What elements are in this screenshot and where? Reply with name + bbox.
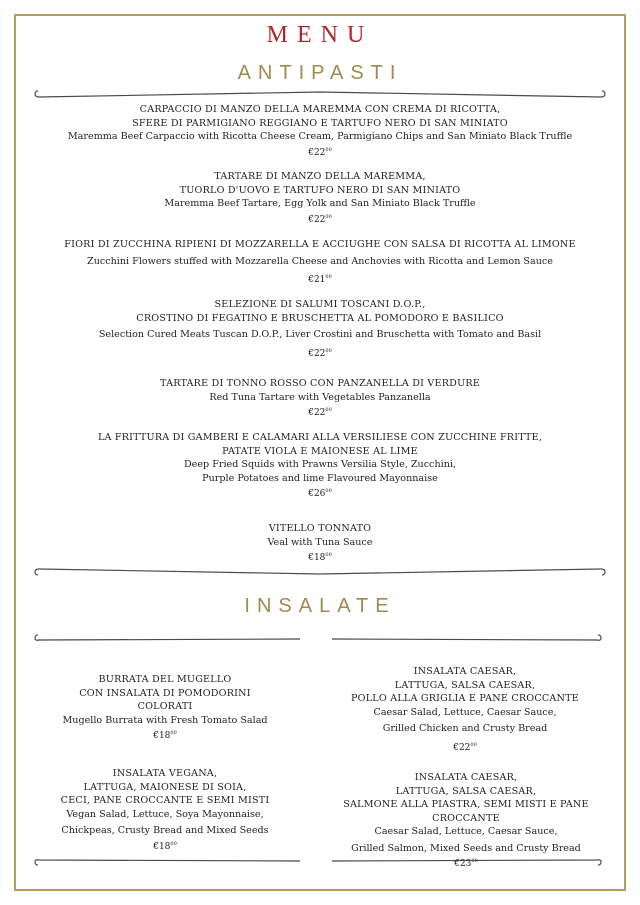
item-description-en: Maremma Beef Carpaccio with Ricotta Cheese Cream, Parmigiano Chips and San Miniato Black Truffle: [67, 131, 573, 142]
item-name-it: VITELLO TONNATO: [268, 523, 372, 534]
item-description-en: Red Tuna Tartare with Vegetables Panzanella: [209, 391, 431, 403]
item-name-it: CON INSALATA DI POMODORINI: [79, 687, 251, 699]
divider-antipasti-top: [34, 88, 606, 100]
item-name-it: POLLO ALLA GRIGLIA E PANE CROCCANTE: [351, 693, 579, 704]
item-price: $€22^{00}$: [308, 213, 332, 225]
item-price: $€22^{00}$: [453, 741, 477, 753]
item-price: $€26^{00}$: [308, 488, 332, 499]
item-price: $€18^{00}$: [153, 730, 177, 741]
item-description-en: Maremma Beef Tartare, Egg Yolk and San Miniato Black Truffle: [164, 198, 476, 209]
divider-insalate-top-right: [330, 633, 602, 643]
menu-item-frittura: [40, 431, 600, 502]
item-description-en: Caesar Salad, Lettuce, Caesar Sauce,: [374, 826, 558, 837]
item-description-en: Grilled Salmon, Mixed Seeds and Crusty Bread: [351, 842, 581, 854]
item-name-it: INSALATA CAESAR,: [414, 772, 518, 783]
item-name-it: BURRATA DEL MUGELLO: [98, 674, 232, 685]
item-name-it: TUORLO D'UOVO E TARTUFO NERO DI SAN MINIATO: [179, 184, 461, 196]
menu-item-vitello-tonnato: [40, 522, 600, 566]
item-name-it: INSALATA VEGANA,: [112, 768, 218, 779]
menu-item-tartare-tonno: [40, 377, 600, 421]
item-price: $€18^{00}$: [153, 840, 177, 852]
item-name-it: TARTARE DI TONNO ROSSO CON PANZANELLA DI VERDURE: [160, 378, 480, 389]
menu-item-tartare-manzo: [40, 170, 600, 227]
menu-item-carpaccio: [40, 103, 600, 160]
menu-item-caesar-chicken: [320, 665, 610, 755]
divider-antipasti-bottom: [34, 566, 606, 578]
item-description-en: Purple Potatoes and lime Flavoured Mayonnaise: [202, 472, 438, 484]
divider-insalate-top-left: [34, 633, 302, 643]
menu-item-fiori-zucchina: [30, 238, 610, 288]
divider-insalate-bottom-left: [34, 857, 302, 867]
menu-item-burrata: [40, 673, 290, 744]
item-name-it: CARPACCIO DI MANZO DELLA MAREMMA CON CREMA DI RICOTTA,: [139, 104, 501, 115]
item-name-it: SALMONE ALLA PIASTRA, SEMI MISTI E PANE CROCCANTE: [343, 799, 589, 824]
item-description-en: Chickpeas, Crusty Bread and Mixed Seeds: [61, 825, 269, 836]
menu-item-vegana: [40, 767, 290, 854]
item-name-it: TARTARE DI MANZO DELLA MAREMMA,: [214, 171, 426, 182]
section-title-antipasti: ANTIPASTI: [237, 62, 403, 84]
item-name-it: SFERE DI PARMIGIANO REGGIANO E TARTUFO NERO DI SAN MINIATO: [132, 117, 508, 129]
item-name-it: SELEZIONE DI SALUMI TOSCANI D.O.P.,: [214, 299, 426, 310]
item-name-it: INSALATA CAESAR,: [413, 666, 517, 677]
item-description-en: Caesar Salad, Lettuce, Caesar Sauce,: [373, 706, 557, 718]
item-price: $€22^{00}$: [308, 146, 332, 158]
section-title-insalate: INSALATE: [244, 595, 396, 617]
item-price: $€23^{00}$: [454, 858, 478, 869]
menu-item-salumi: [40, 298, 600, 361]
item-description-en: Selection Cured Meats Tuscan D.O.P., Liver Crostini and Bruschetta with Tomato and Basil: [98, 329, 542, 340]
item-name-it: CROSTINO DI FEGATINO E BRUSCHETTA AL POMODORO E BASILICO: [136, 312, 504, 324]
item-price: $€21^{00}$: [308, 274, 332, 285]
item-name-it: LATTUGA, MAIONESE DI SOIA,: [83, 781, 247, 793]
item-name-it: COLORATI: [137, 701, 193, 712]
item-price: $€22^{00}$: [308, 407, 332, 418]
item-description-en: Zucchini Flowers stuffed with Mozzarella Cheese and Anchovies with Ricotta and Lemon Sauce: [87, 255, 553, 267]
item-name-it: LA FRITTURA DI GAMBERI E CALAMARI ALLA VERSILIESE CON ZUCCHINE FRITTE,: [97, 432, 543, 443]
item-description-en: Deep Fried Squids with Prawns Versilia Style, Zucchini,: [183, 459, 457, 470]
item-price: $€18^{00}$: [308, 552, 332, 563]
menu-title: MENU: [266, 22, 374, 48]
item-price: $€22^{00}$: [308, 347, 332, 359]
item-name-it: PATATE VIOLA E MAIONESE AL LIME: [222, 445, 418, 457]
item-name-it: LATTUGA, SALSA CAESAR,: [395, 785, 537, 797]
item-name-it: CECI, PANE CROCCANTE E SEMI MISTI: [60, 795, 270, 806]
item-description-en: Veal with Tuna Sauce: [267, 536, 373, 548]
item-description-en: Grilled Chicken and Crusty Bread: [382, 723, 548, 734]
item-description-en: Vegan Salad, Lettuce, Soya Mayonnaise,: [66, 808, 264, 820]
divider-insalate-bottom-right: [330, 857, 602, 867]
item-name-it: FIORI DI ZUCCHINA RIPIENI DI MOZZARELLA E ACCIUGHE CON SALSA DI RICOTTA AL LIMONE: [64, 239, 576, 250]
item-name-it: LATTUGA, SALSA CAESAR,: [394, 679, 536, 691]
item-description-en: Mugello Burrata with Fresh Tomato Salad: [62, 714, 268, 726]
